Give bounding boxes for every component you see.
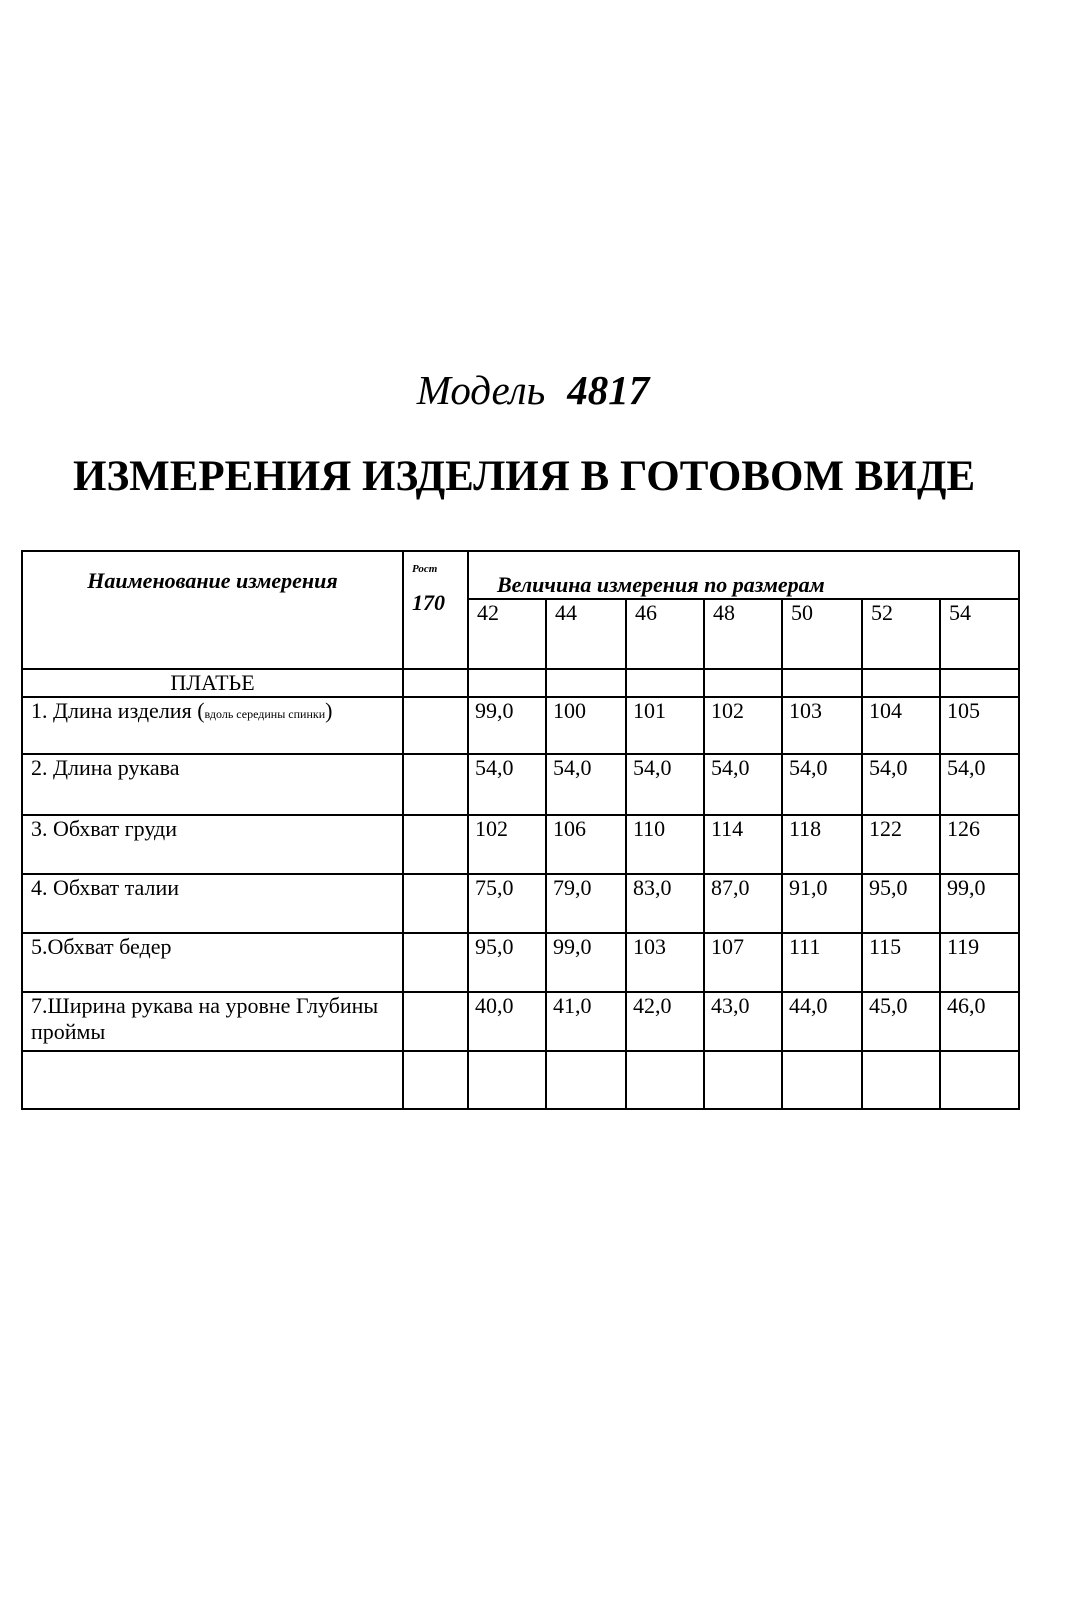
- measure-name: 2. Длина рукава: [22, 754, 403, 815]
- size-header: 54: [940, 599, 1019, 669]
- value-cell: 87,0: [704, 874, 782, 933]
- section-label: ПЛАТЬЕ: [22, 669, 403, 697]
- value-cell: 110: [626, 815, 704, 874]
- value-cell: 104: [862, 697, 940, 754]
- table-row: [22, 697, 1019, 754]
- value-cell: 54,0: [782, 754, 862, 815]
- table-row: [22, 754, 1019, 815]
- page-title: ИЗМЕРЕНИЯ ИЗДЕЛИЯ В ГОТОВОМ ВИДЕ: [73, 453, 976, 500]
- value-cell: 43,0: [704, 992, 782, 1051]
- value-cell: 111: [782, 933, 862, 992]
- size-header: 48: [704, 599, 782, 669]
- header-row: [22, 551, 1019, 599]
- measure-note-close: ): [325, 698, 333, 723]
- height-value: 170: [412, 590, 445, 615]
- value-cell: 45,0: [862, 992, 940, 1051]
- height-cell: [403, 992, 468, 1051]
- value-cell: 95,0: [468, 933, 546, 992]
- value-cell: 54,0: [546, 754, 626, 815]
- empty-row: [22, 1051, 1019, 1109]
- value-cell: 105: [940, 697, 1019, 754]
- value-cell: 54,0: [468, 754, 546, 815]
- value-cell: 54,0: [704, 754, 782, 815]
- measure-name: 5.Обхват бедер: [22, 933, 403, 992]
- measure-name: 3. Обхват груди: [22, 815, 403, 874]
- value-cell: 54,0: [940, 754, 1019, 815]
- value-cell: 106: [546, 815, 626, 874]
- size-header: 46: [626, 599, 704, 669]
- value-cell: 41,0: [546, 992, 626, 1051]
- col-values-header: Величина измерения по размерам: [468, 551, 1019, 599]
- measure-name: 7.Ширина рукава на уровне Глубины проймы: [22, 992, 403, 1051]
- measure-label: 1. Длина изделия (: [31, 698, 205, 723]
- value-cell: 119: [940, 933, 1019, 992]
- size-header: 44: [546, 599, 626, 669]
- value-cell: 100: [546, 697, 626, 754]
- value-cell: 40,0: [468, 992, 546, 1051]
- size-header: 52: [862, 599, 940, 669]
- model-label: Модель: [416, 367, 546, 413]
- size-header: 50: [782, 599, 862, 669]
- value-cell: 54,0: [626, 754, 704, 815]
- value-cell: 75,0: [468, 874, 546, 933]
- value-cell: 101: [626, 697, 704, 754]
- value-cell: 83,0: [626, 874, 704, 933]
- value-cell: 99,0: [468, 697, 546, 754]
- section-row: [22, 669, 1019, 697]
- table-row: [22, 874, 1019, 933]
- measure-note: вдоль середины спинки: [204, 707, 326, 721]
- value-cell: 126: [940, 815, 1019, 874]
- measurements-table: [21, 550, 1020, 1110]
- col-name-header: Наименование измерения: [22, 551, 403, 669]
- value-cell: 107: [704, 933, 782, 992]
- value-cell: 102: [704, 697, 782, 754]
- measure-name: [22, 697, 403, 754]
- value-cell: 103: [782, 697, 862, 754]
- value-cell: 99,0: [546, 933, 626, 992]
- value-cell: 114: [704, 815, 782, 874]
- size-header: 42: [468, 599, 546, 669]
- value-cell: 42,0: [626, 992, 704, 1051]
- table-row: [22, 933, 1019, 992]
- value-cell: 115: [862, 933, 940, 992]
- value-cell: 99,0: [940, 874, 1019, 933]
- height-label: Рост: [412, 563, 438, 575]
- height-cell: [403, 815, 468, 874]
- table-row: [22, 815, 1019, 874]
- value-cell: 79,0: [546, 874, 626, 933]
- height-cell: [403, 754, 468, 815]
- value-cell: 91,0: [782, 874, 862, 933]
- value-cell: 44,0: [782, 992, 862, 1051]
- table-row: [22, 992, 1019, 1051]
- value-cell: 103: [626, 933, 704, 992]
- value-cell: 122: [862, 815, 940, 874]
- height-cell: [403, 933, 468, 992]
- height-cell: [403, 874, 468, 933]
- value-cell: 102: [468, 815, 546, 874]
- value-cell: 46,0: [940, 992, 1019, 1051]
- model-heading: [0, 366, 1066, 414]
- model-number: 4817: [567, 367, 650, 413]
- value-cell: 54,0: [862, 754, 940, 815]
- col-height-header: [403, 551, 468, 669]
- value-cell: 95,0: [862, 874, 940, 933]
- value-cell: 118: [782, 815, 862, 874]
- measure-name: 4. Обхват талии: [22, 874, 403, 933]
- height-cell: [403, 697, 468, 754]
